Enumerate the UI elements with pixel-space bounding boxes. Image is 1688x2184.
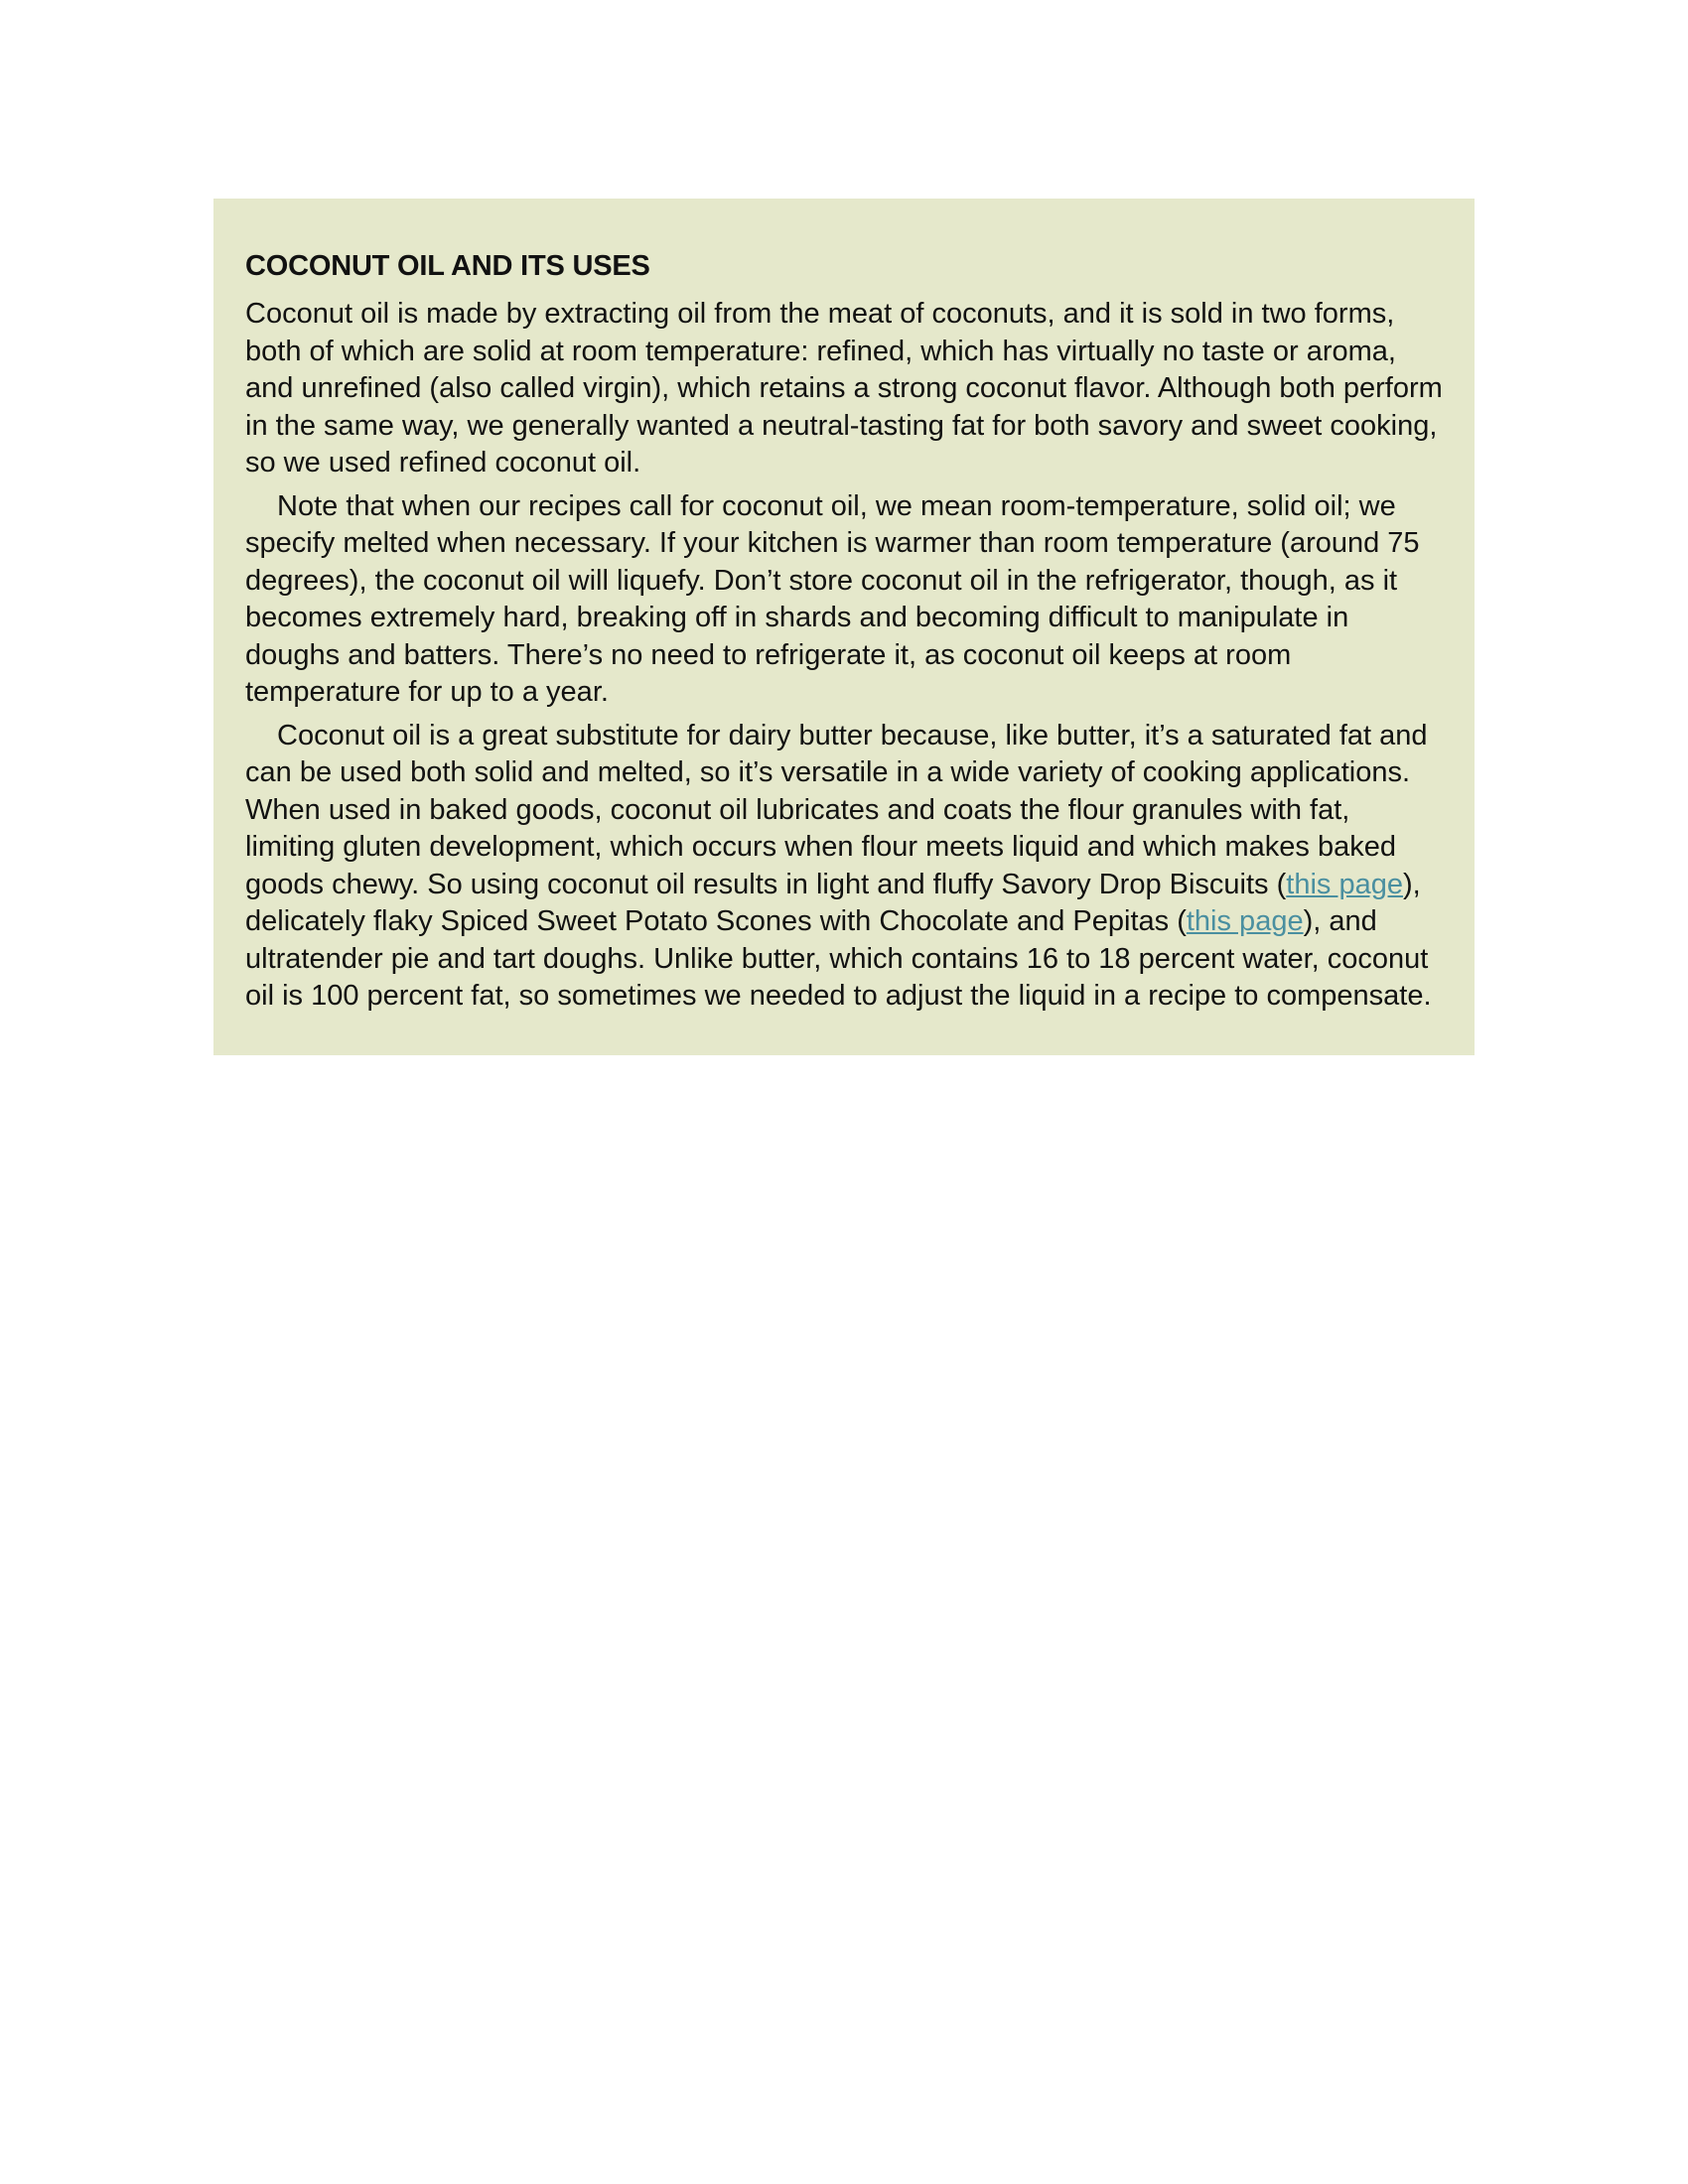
sweet-potato-scones-link[interactable]: this page (1186, 905, 1304, 937)
savory-drop-biscuits-link[interactable]: this page (1286, 868, 1403, 900)
sidebar-box (213, 199, 1475, 1055)
paragraph-2: Note that when our recipes call for coconut oil, we mean room-temperature, solid oil; we specify melted when necessary. If your kitchen is warmer than room temperature (around 75 degrees), the coconut oil will liquefy. Don’t store coconut oil in the refrigerator, though, as it becomes extremely hard, breaking off in shards and becoming difficult to manipulate in doughs and batters. There’s no need to refrigerate it, as coconut oil keeps at room temperature for up to a year. (245, 489, 1420, 708)
paragraph-1: Coconut oil is made by extracting oil from the meat of coconuts, and it is sold in two forms, both of which are solid at room temperature: refined, which has virtually no taste or aroma, and unrefined (also called virgin), which retains a strong coconut flavor. Although both perform in the same way, we generally wanted a neutral-tasting fat for both savory and sweet cooking, so we used refined coconut oil. (245, 298, 1443, 478)
paragraph-3-text-3: ), and ultratender pie and tart doughs. Unlike butter, which contains 16 to 18 percent water, coconut oil is 100 percent fat, so sometimes we needed to adjust the liquid in a recipe to compensate. (245, 905, 1432, 1012)
paragraph-3 (245, 718, 1444, 1016)
sidebar-title: COCONUT OIL AND ITS USES (245, 250, 650, 282)
paragraph-3-text-1: Coconut oil is a great substitute for dairy butter because, like butter, it’s a saturated fat and can be used both solid and melted, so it’s versatile in a wide variety of cooking applications. When used in baked goods, coconut oil lubricates and coats the flour granules with fat, limiting gluten development, which occurs when flour meets liquid and which makes baked goods chewy. So using coconut oil results in light and fluffy Savory Drop Biscuits ( (245, 719, 1428, 900)
paragraph-3-text-2: ), delicately flaky Spiced Sweet Potato Scones with Chocolate and Pepitas ( (245, 868, 1421, 937)
